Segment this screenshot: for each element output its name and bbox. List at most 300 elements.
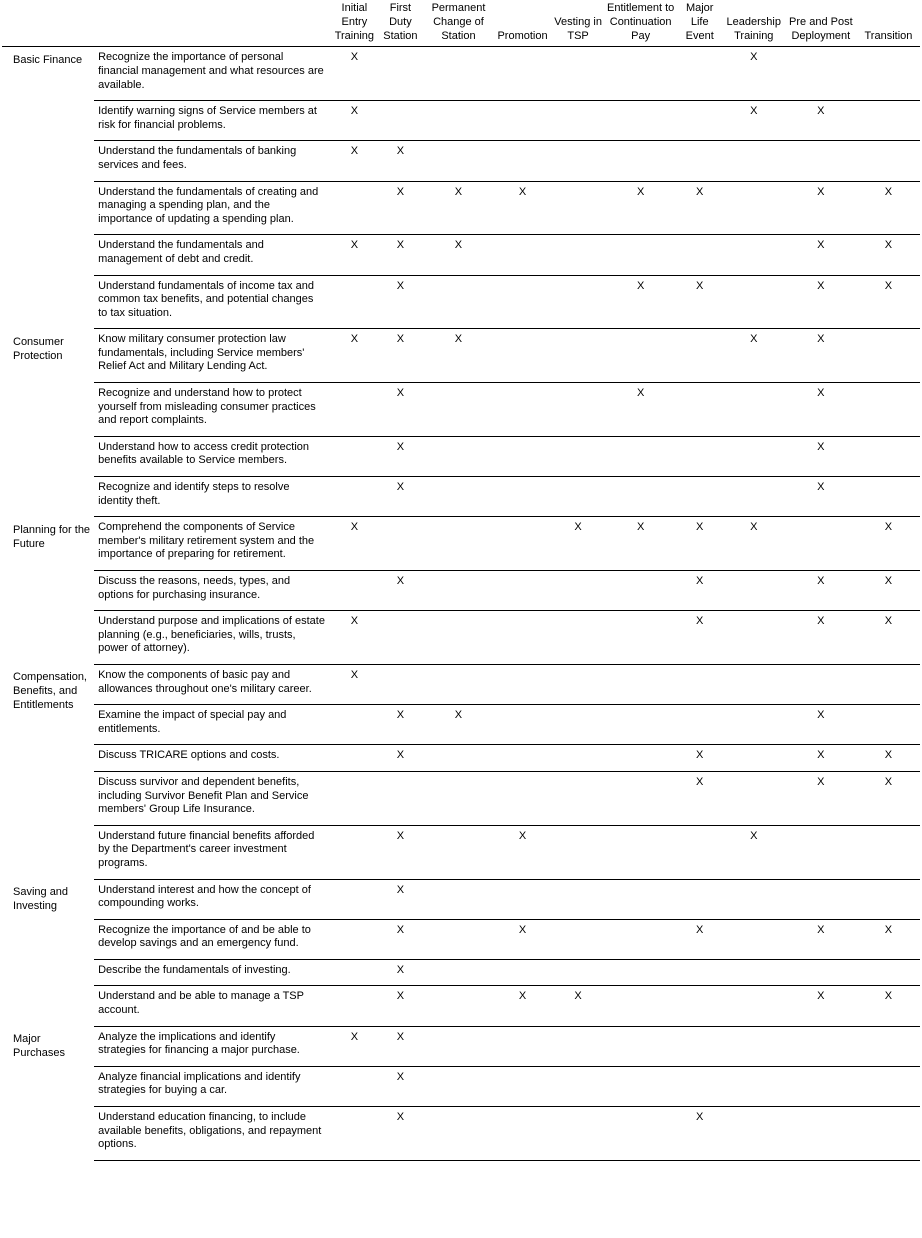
mark-cell-leadership — [723, 436, 785, 476]
objective-cell: Understand education financing, to include available benefits, obligations, and repayment options. — [94, 1107, 331, 1161]
mark-cell-transition — [857, 1066, 920, 1106]
column-header-transition: Transition — [864, 29, 913, 42]
mark-cell-leadership — [723, 1066, 785, 1106]
mark-cell-continuation — [605, 664, 677, 704]
mark-cell-promotion — [494, 1066, 552, 1106]
mark-cell-vesting — [552, 141, 605, 181]
mark-cell-transition: X — [857, 986, 920, 1026]
mark-cell-vesting — [552, 664, 605, 704]
mark-cell-deployment — [785, 1026, 857, 1066]
mark-cell-vesting — [552, 181, 605, 235]
mark-cell-first-duty: X — [377, 705, 423, 745]
objective-cell: Understand fundamentals of income tax and common tax benefits, and potential changes to tax situation. — [94, 275, 331, 329]
table-header — [2, 2, 920, 47]
mark-cell-pcs: X — [423, 329, 493, 383]
mark-cell-first-duty: X — [377, 477, 423, 517]
mark-cell-transition — [857, 101, 920, 141]
table-row — [2, 571, 920, 611]
mark-cell-leadership — [723, 919, 785, 959]
objective-cell: Understand how to access credit protection benefits available to Service members. — [94, 436, 331, 476]
mark-cell-deployment: X — [785, 436, 857, 476]
category-cell: Planning for the Future — [13, 523, 91, 550]
mark-cell-pcs — [423, 1026, 493, 1066]
mark-cell-initial-entry — [331, 436, 377, 476]
table-row — [2, 383, 920, 437]
mark-cell-initial-entry — [331, 1066, 377, 1106]
mark-cell-initial-entry: X — [331, 329, 377, 383]
table-row — [2, 879, 920, 919]
mark-cell-initial-entry — [331, 745, 377, 772]
mark-cell-leadership — [723, 771, 785, 825]
mark-cell-life-event — [677, 986, 723, 1026]
column-header-category — [2, 2, 94, 47]
objective-cell: Recognize and understand how to protect yourself from misleading consumer practices and report complaints. — [94, 383, 331, 437]
table-row — [2, 47, 920, 101]
mark-cell-promotion — [494, 141, 552, 181]
mark-cell-transition — [857, 329, 920, 383]
mark-cell-vesting: X — [552, 986, 605, 1026]
mark-cell-leadership — [723, 879, 785, 919]
mark-cell-transition — [857, 1026, 920, 1066]
mark-cell-initial-entry — [331, 771, 377, 825]
objective-cell: Recognize and identify steps to resolve identity theft. — [94, 477, 331, 517]
table-row — [2, 664, 920, 704]
table-row — [2, 329, 920, 383]
mark-cell-life-event — [677, 825, 723, 879]
objective-cell: Recognize the importance of personal financial management and what resources are available. — [94, 47, 331, 101]
mark-cell-promotion — [494, 1026, 552, 1066]
column-header-objective — [94, 2, 331, 47]
mark-cell-first-duty: X — [377, 1107, 423, 1161]
mark-cell-vesting: X — [552, 517, 605, 571]
mark-cell-life-event — [677, 235, 723, 275]
mark-cell-continuation — [605, 879, 677, 919]
mark-cell-first-duty: X — [377, 825, 423, 879]
mark-cell-promotion — [494, 745, 552, 772]
objective-cell: Understand future financial benefits afforded by the Department's career investment programs. — [94, 825, 331, 879]
mark-cell-initial-entry: X — [331, 47, 377, 101]
mark-cell-life-event: X — [677, 771, 723, 825]
mark-cell-initial-entry: X — [331, 664, 377, 704]
category-cell: Compensation, Benefits, and Entitlements — [13, 671, 87, 712]
mark-cell-initial-entry — [331, 181, 377, 235]
mark-cell-promotion — [494, 235, 552, 275]
mark-cell-pcs — [423, 517, 493, 571]
mark-cell-deployment — [785, 959, 857, 986]
mark-cell-leadership — [723, 1026, 785, 1066]
mark-cell-first-duty — [377, 517, 423, 571]
mark-cell-pcs — [423, 879, 493, 919]
mark-cell-initial-entry: X — [331, 141, 377, 181]
mark-cell-pcs — [423, 959, 493, 986]
mark-cell-pcs — [423, 1066, 493, 1106]
table-row — [2, 181, 920, 235]
mark-cell-initial-entry — [331, 705, 377, 745]
mark-cell-first-duty: X — [377, 1066, 423, 1106]
mark-cell-continuation — [605, 825, 677, 879]
category-cell: Major Purchases — [13, 1033, 65, 1060]
table-row — [2, 705, 920, 745]
mark-cell-promotion — [494, 664, 552, 704]
mark-cell-first-duty: X — [377, 141, 423, 181]
mark-cell-continuation: X — [605, 383, 677, 437]
table-row — [2, 517, 920, 571]
mark-cell-deployment — [785, 1066, 857, 1106]
mark-cell-promotion — [494, 611, 552, 665]
mark-cell-continuation — [605, 1107, 677, 1161]
mark-cell-transition: X — [857, 235, 920, 275]
mark-cell-pcs — [423, 664, 493, 704]
mark-cell-vesting — [552, 745, 605, 772]
mark-cell-first-duty — [377, 611, 423, 665]
mark-cell-promotion: X — [494, 986, 552, 1026]
mark-cell-initial-entry: X — [331, 1026, 377, 1066]
mark-cell-pcs — [423, 477, 493, 517]
mark-cell-deployment — [785, 141, 857, 181]
mark-cell-deployment — [785, 825, 857, 879]
mark-cell-promotion — [494, 1107, 552, 1161]
mark-cell-initial-entry — [331, 986, 377, 1026]
table-row — [2, 101, 920, 141]
objective-cell: Understand and be able to manage a TSP account. — [94, 986, 331, 1026]
mark-cell-pcs — [423, 141, 493, 181]
mark-cell-transition: X — [857, 919, 920, 959]
column-header-vesting: Vesting in TSP — [554, 15, 602, 42]
mark-cell-transition — [857, 436, 920, 476]
mark-cell-continuation — [605, 1026, 677, 1066]
mark-cell-life-event — [677, 664, 723, 704]
mark-cell-life-event — [677, 329, 723, 383]
mark-cell-pcs — [423, 47, 493, 101]
mark-cell-continuation — [605, 919, 677, 959]
objective-cell: Discuss TRICARE options and costs. — [94, 745, 331, 772]
column-header-deployment: Pre and Post Deployment — [789, 15, 853, 42]
table-row — [2, 436, 920, 476]
mark-cell-pcs — [423, 611, 493, 665]
mark-cell-vesting — [552, 101, 605, 141]
mark-cell-pcs — [423, 275, 493, 329]
mark-cell-promotion: X — [494, 181, 552, 235]
mark-cell-transition: X — [857, 745, 920, 772]
mark-cell-vesting — [552, 919, 605, 959]
mark-cell-leadership — [723, 986, 785, 1026]
mark-cell-deployment: X — [785, 571, 857, 611]
mark-cell-pcs — [423, 745, 493, 772]
mark-cell-continuation — [605, 705, 677, 745]
mark-cell-first-duty: X — [377, 436, 423, 476]
mark-cell-initial-entry — [331, 275, 377, 329]
mark-cell-first-duty: X — [377, 879, 423, 919]
mark-cell-initial-entry — [331, 919, 377, 959]
column-header-life-event: Major Life Event — [685, 2, 714, 42]
mark-cell-life-event: X — [677, 611, 723, 665]
mark-cell-promotion — [494, 383, 552, 437]
mark-cell-continuation — [605, 611, 677, 665]
table-row — [2, 235, 920, 275]
category-cell: Basic Finance — [13, 54, 83, 67]
mark-cell-life-event — [677, 959, 723, 986]
mark-cell-pcs — [423, 383, 493, 437]
mark-cell-deployment: X — [785, 329, 857, 383]
mark-cell-promotion — [494, 571, 552, 611]
mark-cell-promotion — [494, 436, 552, 476]
mark-cell-continuation — [605, 571, 677, 611]
objective-cell: Understand the fundamentals of creating and managing a spending plan, and the importance of updating a spending plan. — [94, 181, 331, 235]
mark-cell-life-event — [677, 705, 723, 745]
mark-cell-first-duty: X — [377, 329, 423, 383]
objective-cell: Understand interest and how the concept of compounding works. — [94, 879, 331, 919]
mark-cell-pcs: X — [423, 181, 493, 235]
mark-cell-continuation: X — [605, 181, 677, 235]
mark-cell-transition — [857, 477, 920, 517]
column-header-continuation: Entitlement to Continuation Pay — [607, 2, 675, 42]
mark-cell-continuation — [605, 959, 677, 986]
mark-cell-deployment: X — [785, 275, 857, 329]
category-cell: Saving and Investing — [13, 886, 69, 913]
mark-cell-continuation — [605, 986, 677, 1026]
mark-cell-continuation — [605, 141, 677, 181]
mark-cell-initial-entry: X — [331, 611, 377, 665]
objective-cell: Examine the impact of special pay and entitlements. — [94, 705, 331, 745]
mark-cell-deployment: X — [785, 705, 857, 745]
mark-cell-vesting — [552, 571, 605, 611]
mark-cell-initial-entry: X — [331, 101, 377, 141]
mark-cell-leadership — [723, 383, 785, 437]
table-row — [2, 1026, 920, 1066]
mark-cell-first-duty: X — [377, 275, 423, 329]
mark-cell-deployment — [785, 879, 857, 919]
mark-cell-continuation — [605, 1066, 677, 1106]
touchpoint-matrix-table — [2, 2, 920, 1161]
mark-cell-leadership — [723, 1107, 785, 1161]
mark-cell-promotion — [494, 47, 552, 101]
mark-cell-first-duty: X — [377, 383, 423, 437]
mark-cell-promotion: X — [494, 825, 552, 879]
mark-cell-continuation — [605, 235, 677, 275]
mark-cell-leadership: X — [723, 329, 785, 383]
mark-cell-deployment: X — [785, 919, 857, 959]
mark-cell-vesting — [552, 611, 605, 665]
mark-cell-deployment — [785, 1107, 857, 1161]
mark-cell-transition — [857, 664, 920, 704]
mark-cell-leadership: X — [723, 47, 785, 101]
table-row — [2, 477, 920, 517]
mark-cell-deployment: X — [785, 477, 857, 517]
mark-cell-pcs — [423, 919, 493, 959]
mark-cell-vesting — [552, 771, 605, 825]
mark-cell-promotion — [494, 517, 552, 571]
mark-cell-leadership — [723, 141, 785, 181]
mark-cell-first-duty: X — [377, 986, 423, 1026]
mark-cell-leadership — [723, 745, 785, 772]
objective-cell: Analyze financial implications and identify strategies for buying a car. — [94, 1066, 331, 1106]
mark-cell-pcs — [423, 771, 493, 825]
mark-cell-life-event — [677, 436, 723, 476]
objective-cell: Analyze the implications and identify strategies for financing a major purchase. — [94, 1026, 331, 1066]
mark-cell-transition: X — [857, 611, 920, 665]
table-row — [2, 1107, 920, 1161]
mark-cell-life-event: X — [677, 517, 723, 571]
column-header-promotion: Promotion — [497, 29, 548, 42]
mark-cell-life-event: X — [677, 745, 723, 772]
mark-cell-promotion — [494, 329, 552, 383]
mark-cell-leadership: X — [723, 101, 785, 141]
mark-cell-life-event — [677, 141, 723, 181]
mark-cell-vesting — [552, 436, 605, 476]
mark-cell-continuation — [605, 101, 677, 141]
mark-cell-first-duty: X — [377, 181, 423, 235]
mark-cell-leadership — [723, 705, 785, 745]
mark-cell-vesting — [552, 825, 605, 879]
objective-cell: Understand the fundamentals of banking services and fees. — [94, 141, 331, 181]
mark-cell-deployment: X — [785, 986, 857, 1026]
mark-cell-leadership — [723, 477, 785, 517]
mark-cell-leadership — [723, 275, 785, 329]
mark-cell-life-event — [677, 1026, 723, 1066]
mark-cell-continuation: X — [605, 275, 677, 329]
mark-cell-deployment: X — [785, 101, 857, 141]
mark-cell-promotion — [494, 477, 552, 517]
mark-cell-initial-entry — [331, 571, 377, 611]
mark-cell-vesting — [552, 275, 605, 329]
mark-cell-continuation — [605, 745, 677, 772]
table-row — [2, 959, 920, 986]
mark-cell-vesting — [552, 47, 605, 101]
table-row — [2, 611, 920, 665]
mark-cell-leadership — [723, 571, 785, 611]
mark-cell-first-duty: X — [377, 919, 423, 959]
mark-cell-continuation — [605, 436, 677, 476]
mark-cell-leadership — [723, 235, 785, 275]
mark-cell-vesting — [552, 1066, 605, 1106]
mark-cell-transition — [857, 1107, 920, 1161]
mark-cell-pcs: X — [423, 705, 493, 745]
mark-cell-life-event — [677, 383, 723, 437]
column-header-leadership: Leadership Training — [726, 15, 781, 42]
mark-cell-life-event: X — [677, 1107, 723, 1161]
mark-cell-leadership: X — [723, 517, 785, 571]
objective-cell: Discuss the reasons, needs, types, and options for purchasing insurance. — [94, 571, 331, 611]
mark-cell-transition: X — [857, 771, 920, 825]
mark-cell-life-event — [677, 47, 723, 101]
header-row — [2, 2, 920, 47]
mark-cell-vesting — [552, 959, 605, 986]
mark-cell-transition — [857, 879, 920, 919]
objective-cell: Comprehend the components of Service member's military retirement system and the importance of preparing for retirement. — [94, 517, 331, 571]
mark-cell-life-event — [677, 101, 723, 141]
mark-cell-first-duty — [377, 101, 423, 141]
objective-cell: Describe the fundamentals of investing. — [94, 959, 331, 986]
mark-cell-initial-entry — [331, 477, 377, 517]
mark-cell-deployment: X — [785, 611, 857, 665]
mark-cell-continuation — [605, 771, 677, 825]
table-row — [2, 275, 920, 329]
table-row — [2, 141, 920, 181]
mark-cell-deployment: X — [785, 745, 857, 772]
column-header-initial-entry: Initial Entry Training — [334, 2, 375, 42]
objective-cell: Understand purpose and implications of estate planning (e.g., beneficiaries, wills, trusts, power of attorney). — [94, 611, 331, 665]
mark-cell-pcs: X — [423, 235, 493, 275]
mark-cell-life-event: X — [677, 181, 723, 235]
mark-cell-pcs — [423, 986, 493, 1026]
objective-cell: Understand the fundamentals and management of debt and credit. — [94, 235, 331, 275]
mark-cell-continuation: X — [605, 517, 677, 571]
mark-cell-promotion — [494, 959, 552, 986]
mark-cell-pcs — [423, 825, 493, 879]
table-row — [2, 825, 920, 879]
mark-cell-continuation — [605, 477, 677, 517]
mark-cell-vesting — [552, 383, 605, 437]
mark-cell-leadership — [723, 611, 785, 665]
mark-cell-transition — [857, 141, 920, 181]
mark-cell-transition — [857, 383, 920, 437]
mark-cell-deployment — [785, 47, 857, 101]
mark-cell-vesting — [552, 329, 605, 383]
mark-cell-leadership: X — [723, 825, 785, 879]
mark-cell-transition: X — [857, 181, 920, 235]
mark-cell-first-duty: X — [377, 1026, 423, 1066]
mark-cell-promotion — [494, 101, 552, 141]
mark-cell-first-duty: X — [377, 571, 423, 611]
mark-cell-life-event: X — [677, 571, 723, 611]
column-header-first-duty: First Duty Station — [383, 2, 418, 42]
mark-cell-vesting — [552, 477, 605, 517]
mark-cell-deployment: X — [785, 235, 857, 275]
mark-cell-first-duty: X — [377, 745, 423, 772]
mark-cell-pcs — [423, 101, 493, 141]
mark-cell-promotion — [494, 275, 552, 329]
mark-cell-transition — [857, 705, 920, 745]
mark-cell-first-duty — [377, 47, 423, 101]
mark-cell-life-event: X — [677, 919, 723, 959]
mark-cell-transition — [857, 825, 920, 879]
mark-cell-leadership — [723, 664, 785, 704]
mark-cell-initial-entry — [331, 1107, 377, 1161]
mark-cell-pcs — [423, 571, 493, 611]
mark-cell-first-duty — [377, 664, 423, 704]
mark-cell-promotion — [494, 705, 552, 745]
mark-cell-transition: X — [857, 571, 920, 611]
mark-cell-deployment — [785, 664, 857, 704]
mark-cell-first-duty: X — [377, 235, 423, 275]
mark-cell-deployment: X — [785, 383, 857, 437]
mark-cell-life-event — [677, 1066, 723, 1106]
mark-cell-transition — [857, 47, 920, 101]
mark-cell-pcs — [423, 436, 493, 476]
table-body — [2, 47, 920, 1160]
mark-cell-pcs — [423, 1107, 493, 1161]
mark-cell-deployment: X — [785, 181, 857, 235]
mark-cell-initial-entry: X — [331, 235, 377, 275]
table-row — [2, 986, 920, 1026]
mark-cell-initial-entry — [331, 383, 377, 437]
objective-cell: Identify warning signs of Service members at risk for financial problems. — [94, 101, 331, 141]
mark-cell-deployment: X — [785, 771, 857, 825]
mark-cell-initial-entry — [331, 825, 377, 879]
mark-cell-first-duty — [377, 771, 423, 825]
mark-cell-leadership — [723, 181, 785, 235]
mark-cell-continuation — [605, 329, 677, 383]
column-header-pcs: Permanent Change of Station — [431, 2, 486, 42]
mark-cell-vesting — [552, 1107, 605, 1161]
mark-cell-life-event — [677, 879, 723, 919]
mark-cell-promotion — [494, 879, 552, 919]
mark-cell-promotion: X — [494, 919, 552, 959]
mark-cell-continuation — [605, 47, 677, 101]
mark-cell-transition — [857, 959, 920, 986]
mark-cell-vesting — [552, 705, 605, 745]
objective-cell: Know military consumer protection law fundamentals, including Service members' Relief Act and Military Lending Act. — [94, 329, 331, 383]
